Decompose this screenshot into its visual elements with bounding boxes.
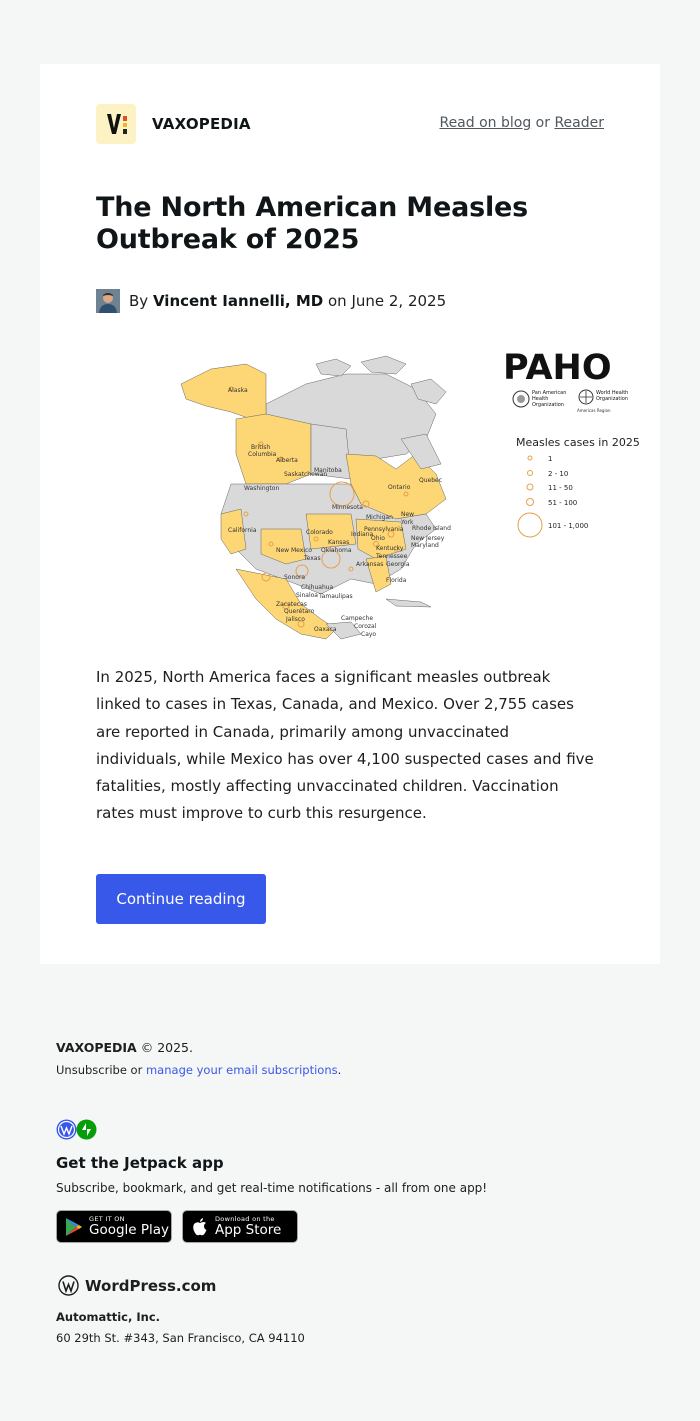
map-label-oklahoma: Oklahoma [321, 547, 352, 554]
legend-item-2: 2 - 10 [548, 470, 569, 478]
legend-title: Measles cases in 2025 [516, 436, 640, 449]
footer-copyright: © 2025. [140, 1040, 193, 1055]
map-label-cayo: Cayo [361, 631, 377, 638]
avatar [96, 289, 120, 313]
who-org-1: World Health [596, 390, 629, 396]
jetpack-subtitle: Subscribe, bookmark, and get real-time notifications - all from one app! [56, 1181, 488, 1195]
map-label-alberta: Alberta [276, 457, 298, 464]
map-label-florida: Florida [386, 577, 407, 584]
map-label-jalisco: Jalisco [286, 616, 305, 623]
map-label-pennsylvania: Pennsylvania [364, 526, 404, 533]
reader-link[interactable]: Reader [554, 115, 604, 131]
read-links [439, 115, 604, 131]
byline [96, 288, 446, 314]
site-logo[interactable] [96, 104, 136, 144]
map-label-campeche: Campeche [341, 615, 374, 622]
wordpress-logo-icon [58, 1275, 79, 1296]
post-excerpt: In 2025, North America faces a significant measles outbreak linked to cases in Texas, Canada, and Mexico. Over 2,755 cases are reported in Canada, primarily among unvaccinated individuals, while Mexico has over 4,100 suspected cases and five fatalities, mostly affecting unvaccinated children. Vaccination rates must improve to curb this resurgence. [96, 668, 594, 823]
jetpack-icon [76, 1119, 97, 1140]
map-label-kentucky: Kentucky [376, 545, 404, 552]
author-name[interactable]: Vincent Iannelli, MD [152, 292, 324, 310]
manage-subscriptions-link[interactable]: manage your email subscriptions [145, 1063, 338, 1077]
google-play-button[interactable] [56, 1210, 172, 1243]
map-label-tennessee: Tennessee [376, 553, 408, 560]
featured-image[interactable] [136, 344, 640, 644]
post-date: on June 2, 2025 [328, 292, 447, 310]
map-label-maryland: Maryland [411, 542, 439, 549]
map-label-michigan: Michigan [366, 514, 393, 521]
map-label-tamaulipas: Tamaulipas [319, 593, 353, 600]
company-name: Automattic, Inc. [56, 1310, 161, 1324]
legend-item-3: 11 - 50 [548, 484, 573, 492]
map-label-indiana: Indiana [351, 531, 374, 538]
paho-logo: PAHO [503, 348, 612, 388]
map-label-chihuahua: Chihuahua [301, 584, 334, 591]
who-org-2: Organization [596, 396, 628, 402]
map-label-ohio: Ohio [371, 535, 385, 542]
map-label-washington: Washington [244, 485, 280, 492]
jetpack-icons [56, 1119, 97, 1140]
map-label-minnesota: Minnesota [332, 504, 363, 511]
map-label-zacatecas: Zacatecas [276, 601, 307, 608]
map-label-columbia: Columbia [248, 451, 277, 458]
wordpress-brand[interactable] [58, 1275, 216, 1296]
continue-reading-button[interactable]: Continue reading [96, 874, 266, 924]
map-label-new-jersey: New Jersey [411, 535, 445, 542]
map-label-kansas: Kansas [328, 539, 350, 546]
google-play-small: GET IT ON [89, 1215, 125, 1223]
map-label-sinaloa: Sinaloa [296, 592, 318, 599]
post-card [40, 64, 660, 964]
apple-icon [191, 1217, 209, 1237]
map-label-quebec: Quebec [419, 477, 443, 484]
map-label-new-mexico: New Mexico [276, 547, 312, 554]
map-label-corozal: Corozal [354, 623, 377, 630]
google-play-big: Google Play [89, 1222, 170, 1238]
who-region: Americas Region [577, 408, 611, 413]
legend-item-1: 1 [548, 455, 553, 463]
map-label-queretaro: Querétaro [284, 608, 315, 615]
unsubscribe-line [56, 1063, 341, 1077]
app-store-big: App Store [215, 1222, 282, 1238]
footer-site-line [56, 1040, 193, 1055]
google-play-icon [65, 1217, 83, 1237]
map-label-new: New [401, 511, 415, 518]
map-label-alaska: Alaska [228, 387, 248, 394]
site-name[interactable]: VAXOPEDIA [152, 115, 251, 133]
app-store-button[interactable] [182, 1210, 298, 1243]
legend-item-5: 101 - 1,000 [548, 522, 589, 530]
map-label-colorado: Colorado [306, 529, 333, 536]
by-label: By [129, 292, 149, 310]
map-label-british: British [251, 444, 271, 451]
measles-map [136, 344, 640, 644]
map-label-sonora: Sonora [284, 574, 306, 581]
map-label-california: California [228, 527, 257, 534]
post-title[interactable]: The North American Measles Outbreak of 2025 [96, 192, 529, 255]
paho-org-3: Organization [532, 402, 564, 408]
map-label-rhode-island: Rhode Island [412, 525, 451, 532]
company-address: 60 29th St. #343, San Francisco, CA 94110 [56, 1331, 305, 1345]
map-label-saskatchewan: Saskatchewan [284, 471, 328, 478]
paho-org-1: Pan American [532, 390, 567, 396]
unsubscribe-period: . [337, 1063, 342, 1077]
wordpress-brand-text: WordPress.com [85, 1276, 217, 1295]
read-on-blog-link[interactable]: Read on blog [439, 115, 532, 131]
or-text: or [535, 115, 550, 131]
app-store-small: Download on the [215, 1215, 275, 1223]
map-label-arkansas: Arkansas [356, 561, 384, 568]
footer-site-name[interactable]: VAXOPEDIA [56, 1040, 137, 1055]
jetpack-title: Get the Jetpack app [56, 1154, 224, 1172]
map-label-york: York [401, 519, 414, 526]
unsubscribe-text[interactable]: Unsubscribe or [56, 1063, 143, 1077]
legend-item-4: 51 - 100 [548, 499, 578, 507]
map-label-manitoba: Manitoba [314, 467, 342, 474]
map-label-oaxaca: Oaxaca [314, 626, 337, 633]
map-label-georgia: Georgia [386, 561, 410, 568]
paho-org-2: Health [532, 396, 549, 402]
byline-text [129, 292, 446, 310]
map-label-texas: Texas [304, 555, 321, 562]
wordpress-icon [56, 1119, 77, 1140]
map-label-ontario: Ontario [388, 484, 411, 491]
